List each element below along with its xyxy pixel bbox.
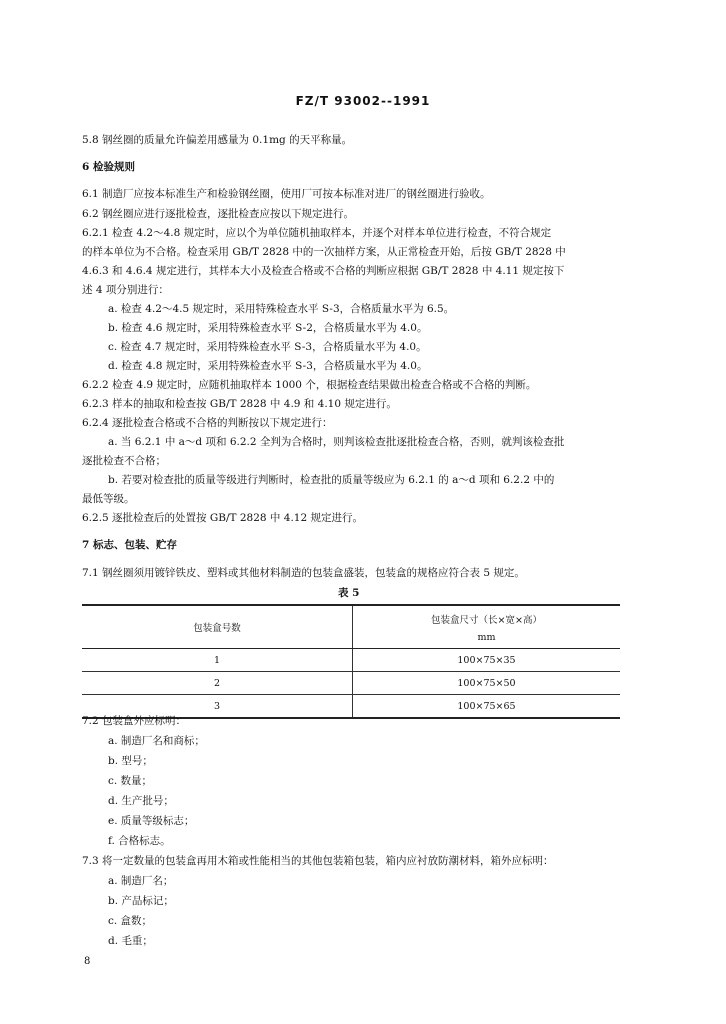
box-size-cell: 100×75×35 xyxy=(353,649,621,672)
section-7-heading: 7 标志、包装、贮存 xyxy=(82,539,177,551)
item-6-2-4-a: a. 当 6.2.1 中 a～d 项和 6.2.2 全判为合格时，则判该检查批逐批检查合格，否则，就判该检查批 xyxy=(108,436,565,448)
box-number-cell: 2 xyxy=(82,672,353,695)
clause-6-2-2: 6.2.2 检查 4.9 规定时，应随机抽取样本 1000 个，根据检查结果做出检查合格或不合格的判断。 xyxy=(82,379,537,391)
page-number: 8 xyxy=(84,956,91,967)
item-7-3-c: c. 盒数； xyxy=(108,915,153,927)
clause-7-2: 7.2 包装盒外应标明： xyxy=(82,715,187,727)
table-row xyxy=(82,649,620,672)
item-7-2-b: b. 型号； xyxy=(108,755,153,767)
box-number-cell: 1 xyxy=(82,649,353,672)
col-box-number-header: 包装盒号数 xyxy=(82,605,353,649)
box-number-cell: 3 xyxy=(82,695,353,719)
clause-7-1: 7.1 钢丝圈须用镀锌铁皮、塑料或其他材料制造的包装盒盛装，包装盒的规格应符合表 5 规定。 xyxy=(82,567,525,579)
col-box-size-unit: mm xyxy=(477,631,496,643)
item-7-2-f: f. 合格标志。 xyxy=(108,835,171,847)
item-7-2-e: e. 质量等级标志； xyxy=(108,815,195,827)
clause-6-2-1-cont-1: 的样本单位为不合格。检查采用 GB/T 2828 中的一次抽样方案，从正常检查开始，后按 GB/T 2828 中 xyxy=(82,246,566,258)
clause-6-2-3: 6.2.3 样本的抽取和检查按 GB/T 2828 中 4.9 和 4.10 规定进行。 xyxy=(82,398,397,410)
clause-6-2-1-cont-3: 述 4 项分别进行： xyxy=(82,284,169,296)
item-7-3-a: a. 制造厂名； xyxy=(108,875,174,887)
standard-code-header: FZ/T 93002--1991 xyxy=(295,94,431,108)
item-7-2-c: c. 数量； xyxy=(108,775,153,787)
box-size-cell: 100×75×65 xyxy=(353,695,621,719)
clause-5-8: 5.8 钢丝圈的质量允许偏差用感量为 0.1mg 的天平称量。 xyxy=(82,134,353,146)
section-6-heading: 6 检验规则 xyxy=(82,161,135,173)
item-6-2-4-b: b. 若要对检查批的质量等级进行判断时，检查批的质量等级应为 6.2.1 的 a～d 项和 6.2.2 中的 xyxy=(108,474,555,486)
item-6-2-4-b-cont: 最低等级。 xyxy=(82,493,135,505)
item-b: b. 检查 4.6 规定时，采用特殊检查水平 S-2，合格质量水平为 4.0。 xyxy=(108,322,428,334)
clause-6-2-4: 6.2.4 逐批检查合格或不合格的判断按以下规定进行： xyxy=(82,417,333,429)
item-6-2-4-a-cont: 逐批检查不合格； xyxy=(82,455,166,467)
table-header-row xyxy=(82,605,620,649)
item-a: a. 检查 4.2～4.5 规定时，采用特殊检查水平 S-3，合格质量水平为 6.5。 xyxy=(108,303,455,315)
clause-6-2-1-cont-2: 4.6.3 和 4.6.4 规定进行，其样本大小及检查合格或不合格的判断应根据 GB/T 2828 中 4.11 规定按下 xyxy=(82,265,565,277)
box-size-cell: 100×75×50 xyxy=(353,672,621,695)
clause-6-1: 6.1 制造厂应按本标准生产和检验钢丝圈，使用厂可按本标准对进厂的钢丝圈进行验收。 xyxy=(82,188,491,200)
col-box-size-header xyxy=(353,605,621,649)
table-caption: 表 5 xyxy=(338,587,360,599)
item-d: d. 检查 4.8 规定时，采用特殊检查水平 S-3，合格质量水平为 4.0。 xyxy=(108,360,428,372)
item-7-3-b: b. 产品标记； xyxy=(108,895,174,907)
item-7-2-a: a. 制造厂名和商标； xyxy=(108,735,205,747)
item-c: c. 检查 4.7 规定时，采用特殊检查水平 S-3，合格质量水平为 4.0。 xyxy=(108,341,427,353)
clause-6-2-5: 6.2.5 逐批检查后的处置按 GB/T 2828 中 4.12 规定进行。 xyxy=(82,512,363,524)
clause-7-3: 7.3 将一定数量的包装盒再用木箱或性能相当的其他包装箱包装，箱内应衬放防潮材料，箱外应标明： xyxy=(82,855,554,867)
item-7-3-d: d. 毛重； xyxy=(108,935,153,947)
clause-6-2: 6.2 钢丝圈应进行逐批检查，逐批检查应按以下规定进行。 xyxy=(82,208,355,220)
table-row xyxy=(82,672,620,695)
item-7-2-d: d. 生产批号； xyxy=(108,795,174,807)
col-box-size-label: 包装盒尺寸（长×宽×高） xyxy=(431,614,542,626)
clause-6-2-1: 6.2.1 检查 4.2～4.8 规定时，应以个为单位随机抽取样本，并逐个对样本单位进行检查，不符合规定 xyxy=(82,227,552,239)
packaging-box-table xyxy=(82,604,620,719)
